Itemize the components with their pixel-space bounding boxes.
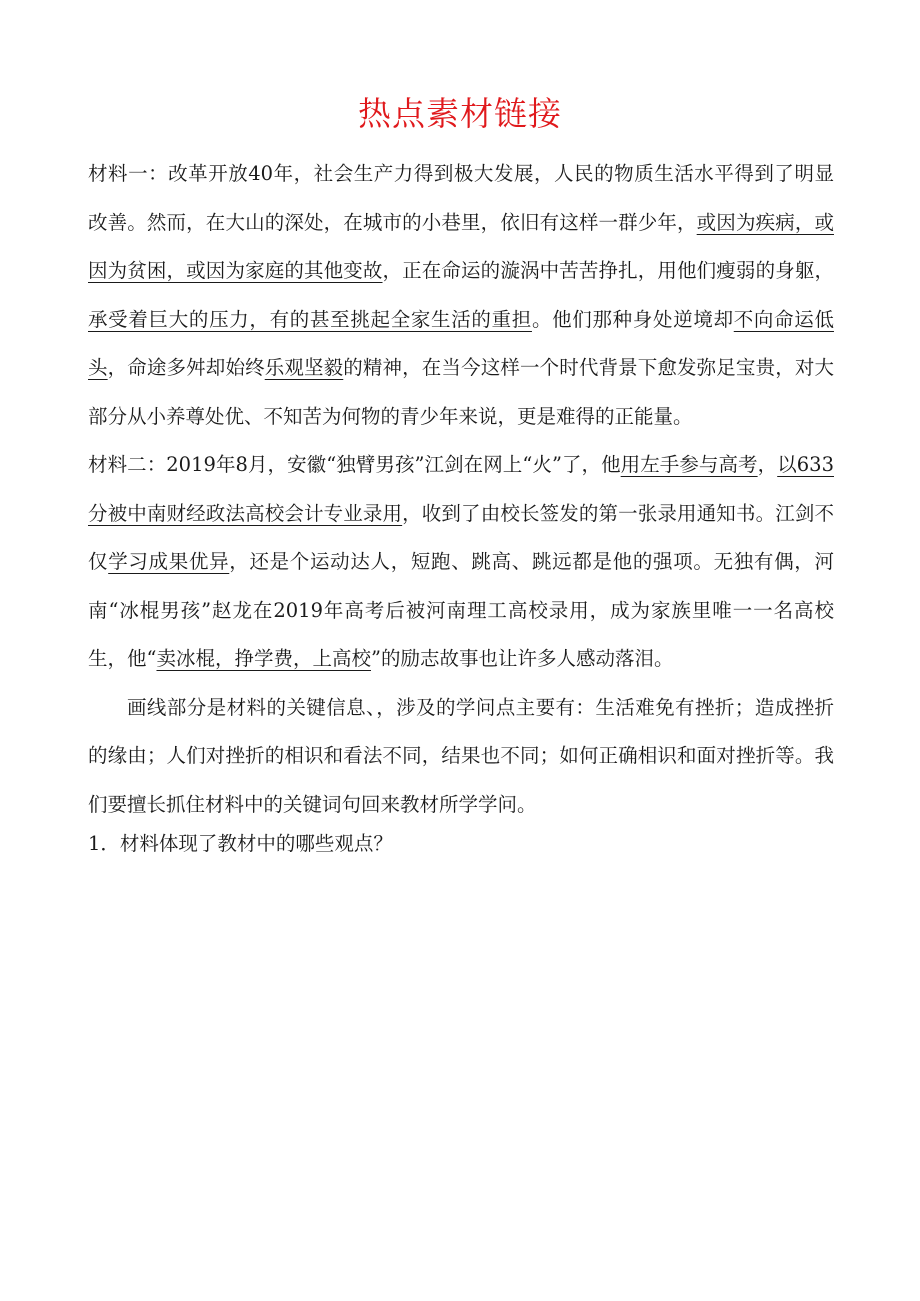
material-two-segment: ， <box>757 453 778 476</box>
material-two-segment: ，收到了由校长签发的第一张录用通知书。江剑不仅 <box>88 501 834 573</box>
underlined-key-phrase: 或因为疾病，或因为贫困，或因为家庭的其他变故 <box>88 210 834 282</box>
underlined-key-phrase: 用左手参与高考 <box>620 453 758 476</box>
underlined-key-phrase: 学习成果优异 <box>108 550 230 573</box>
analysis-paragraph: 画线部分是材料的关键信息、，涉及的学问点主要有：生活难免有挫折；造成挫折的缘由；人们对挫折的相识和看法不同，结果也不同；如何正确相识和面对挫折等。我们要擅长抓住材料中的关键词句回来教材所学学问。 <box>88 695 834 816</box>
material-one-segment: 。他们那种身处逆境却 <box>531 307 734 331</box>
material-one-segment: ，正在命运的漩涡中苦苦挣扎，用他们瘦弱的身躯， <box>382 259 834 282</box>
underlined-key-phrase: 卖冰棍，挣学费，上高校 <box>156 647 371 670</box>
question-one: 1．材料体现了教材中的哪些观点？ <box>88 832 393 855</box>
underlined-key-phrase: 以633分被中南财经政法高校会计专业录用 <box>88 453 834 525</box>
material-one-segment: ，命途多舛却始终 <box>107 356 265 379</box>
material-one-paragraph <box>88 150 834 441</box>
material-two-paragraph <box>88 441 834 684</box>
material-one-segment: 的精神，在当今这样一个时代背景下愈发弥足宝贵，对大部分从小养尊处优、不知苦为何物的青少年来说，更是难得的正能量。 <box>88 356 834 428</box>
underlined-key-phrase: 承受着巨大的压力，有的甚至挑起全家生活的重担 <box>88 307 532 331</box>
document-body <box>88 150 834 829</box>
underlined-key-phrase: 不向命运低头 <box>88 307 834 379</box>
underlined-key-phrase: 乐观坚毅 <box>264 356 344 379</box>
page-title: 热点素材链接 <box>358 94 562 133</box>
material-two-segment: ，还是个运动达人，短跑、跳高、跳远都是他的强项。无独有偶，河南“冰棍男孩”赵龙在2019年高考后被河南理工高校录用，成为家族里唯一一名高校生，他“ <box>88 550 834 670</box>
material-one-segment: 材料一：改革开放40年，社会生产力得到极大发展，人民的物质生活水平得到了明显改善。然而，在大山的深处，在城市的小巷里，依旧有这样一群少年， <box>88 162 834 234</box>
material-two-segment: 材料二：2019年8月，安徽“独臂男孩”江剑在网上“火”了，他 <box>88 453 621 476</box>
material-two-segment: ”的励志故事也让许多人感动落泪。 <box>371 647 674 670</box>
